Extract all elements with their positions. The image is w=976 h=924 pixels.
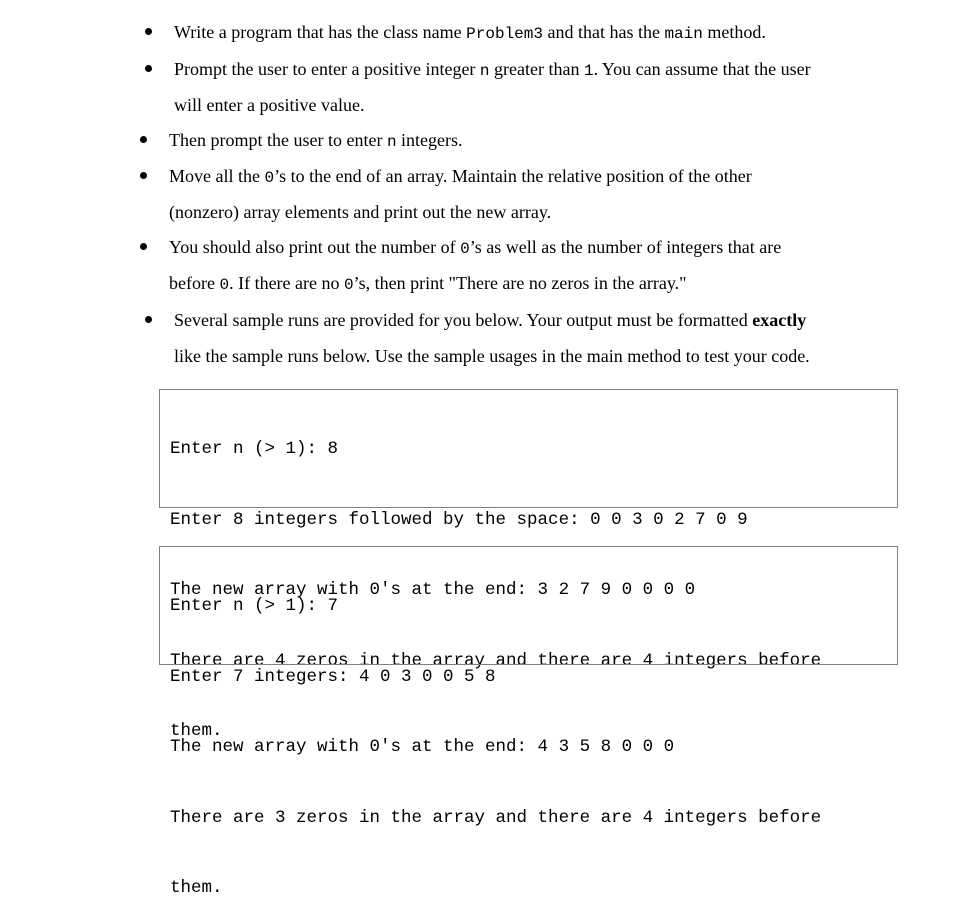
- bullet-dot-icon: [140, 136, 147, 143]
- bullet-text: [169, 265, 687, 303]
- bullet-text: [174, 302, 806, 338]
- text-run: will enter a positive value.: [174, 95, 365, 115]
- text-run: Then prompt the user to enter: [169, 130, 387, 150]
- sample-output-line: Enter 7 integers: 4 0 3 0 0 5 8: [170, 666, 496, 687]
- inline-code: main: [664, 25, 703, 43]
- bullet-text: [169, 122, 463, 160]
- sample-output-line: Enter n (> 1): 7: [170, 596, 339, 616]
- text-run: You should also print out the number of: [169, 237, 461, 257]
- inline-code: 0: [344, 276, 354, 294]
- bullet-dot-icon: [140, 172, 147, 179]
- sample-output-line: There are 4 zeros in the array and there are 4 integers before: [170, 650, 822, 671]
- inline-code: n: [386, 133, 397, 151]
- inline-code: 0: [219, 276, 230, 294]
- sample-output-line: There are 3 zeros in the array and there are 4 integers before: [170, 807, 822, 828]
- text-run: Prompt the user to enter a positive integer: [174, 59, 480, 79]
- text-run: ’s to the end of an array. Maintain the relative position of the other: [274, 166, 752, 186]
- text-run: . You can assume that the user: [593, 59, 811, 79]
- bullet-text: [174, 51, 811, 89]
- text-run: Move all the: [169, 166, 265, 186]
- text-run: integers.: [396, 130, 463, 150]
- bullet-text: [174, 87, 364, 123]
- text-run: method.: [702, 22, 766, 42]
- sample-output-line: Enter n (> 1): 8: [170, 439, 339, 459]
- inline-code: n: [479, 62, 490, 80]
- text-run: before: [169, 273, 220, 293]
- sample-output-line: The new array with 0's at the end: 3 2 7 9 0 0 0 0: [170, 580, 696, 600]
- inline-code: 0: [460, 240, 470, 258]
- sample-output-line: them.: [170, 721, 223, 741]
- bullet-text: [174, 338, 810, 374]
- inline-code: 0: [264, 169, 275, 187]
- bullet-dot-icon: [145, 65, 152, 72]
- text-run: . If there are no: [229, 273, 345, 293]
- text-run: (nonzero) array elements and print out the new array.: [169, 202, 552, 222]
- bold-text: exactly: [752, 310, 807, 330]
- sample-run-box: [159, 546, 898, 898]
- sample-output-line: The new array with 0's at the end: 4 3 5 8 0 0 0: [170, 737, 675, 757]
- sample-output-line: them.: [170, 878, 223, 898]
- text-run: and that has the: [542, 22, 665, 42]
- bullet-text: [169, 194, 551, 230]
- sample-output-line: Enter 8 integers followed by the space: 0 0 3 0 2 7 0 9: [170, 509, 748, 530]
- inline-code: 1: [583, 62, 594, 80]
- bullet-text: [174, 14, 766, 52]
- bullet-dot-icon: [140, 243, 147, 250]
- bullet-dot-icon: [145, 316, 152, 323]
- bullet-text: [169, 158, 752, 196]
- bullet-text: [169, 229, 781, 267]
- text-run: ’s as well as the number of integers that are: [469, 237, 782, 257]
- inline-code: Problem3: [466, 25, 543, 43]
- text-run: Write a program that has the class name: [174, 22, 467, 42]
- bullet-dot-icon: [145, 28, 152, 35]
- text-run: greater than: [489, 59, 584, 79]
- text-run: Several sample runs are provided for you below. Your output must be formatted: [174, 310, 753, 330]
- text-run: like the sample runs below. Use the sample usages in the main method to test your code.: [174, 346, 810, 366]
- text-run: ’s, then print "There are no zeros in the array.": [353, 273, 687, 293]
